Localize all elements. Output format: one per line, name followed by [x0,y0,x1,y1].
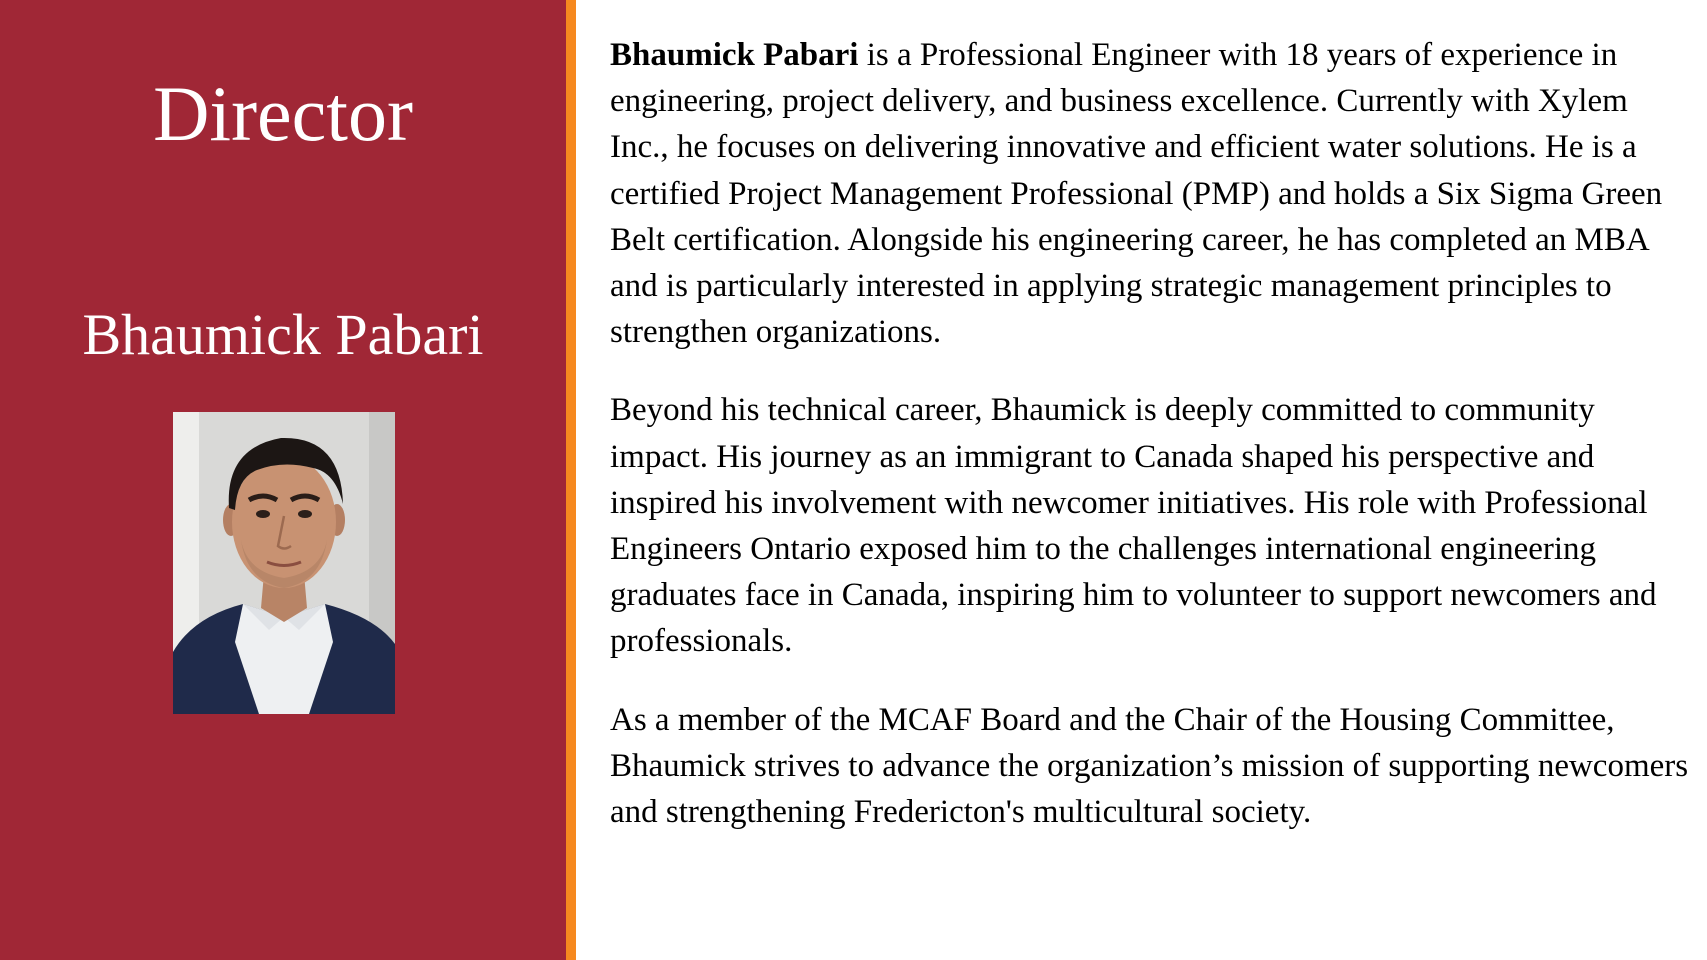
left-panel [0,0,566,960]
bio-paragraph-2: Beyond his technical career, Bhaumick is deeply committed to community impact. His journey as an immigrant to Canada shaped his perspective and inspired his involvement with newcomer initiatives. His role with Professional Engineers Ontario exposed him to the challenges international engineering graduates face in Canada, inspiring him to volunteer to support newcomers and professionals. [610,392,1657,660]
role-title: Director [153,70,413,157]
bio-lead-name: Bhaumick Pabari [610,37,859,73]
accent-bar [566,0,576,960]
portrait-photo [173,412,395,714]
portrait-illustration [173,412,395,714]
person-name: Bhaumick Pabari [82,302,484,367]
bio-paragraph-1-text: is a Professional Engineer with 18 years of experience in engineering, project delivery, and business excellence. Currently with Xylem Inc., he focuses on delivering innovative and efficient water solutions. He is a certified Project Management Professional (PMP) and holds a Six Sigma Green Belt certification. Alongside his engineering career, he has completed an MBA and is particularly interested in applying strategic management principles to strengthen organizations. [610,37,1663,351]
bio-paragraph-1 [610,32,1690,355]
bio-text [610,32,1690,867]
bio-paragraph-3: As a member of the MCAF Board and the Chair of the Housing Committee, Bhaumick strives to advance the organization’s mission of supporting newcomers and strengthening Fredericton's multicultural society. [610,701,1689,831]
